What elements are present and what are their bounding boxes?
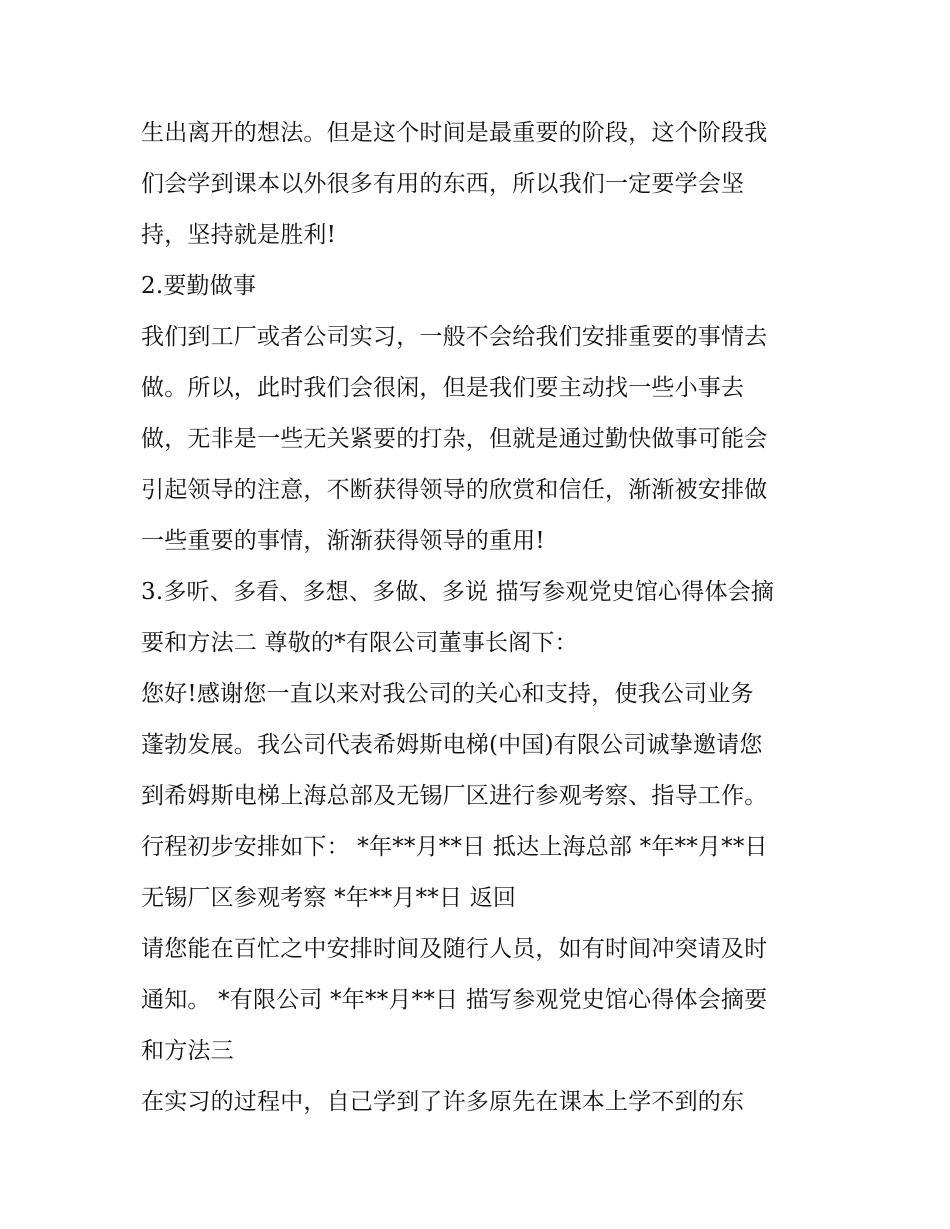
section-heading: 2.要勤做事 (141, 273, 257, 299)
paragraph-line: 要和方法二 尊敬的*有限公司董事长阁下： (141, 630, 578, 656)
paragraph-line: 和方法三 (141, 1038, 234, 1064)
paragraph-line: 蓬勃发展。我公司代表希姆斯电梯(中国)有限公司诚挚邀请您 (141, 732, 763, 758)
section-heading: 3.多听、多看、多想、多做、多说 描写参观党史馆心得体会摘 (141, 579, 775, 605)
paragraph-line: 您好!感谢您一直以来对我公司的关心和支持，使我公司业务 (141, 681, 754, 707)
paragraph-line: 做。所以，此时我们会很闲，但是我们要主动找一些小事去 (141, 375, 745, 401)
paragraph-line: 们会学到课本以外很多有用的东西，所以我们一定要学会坚 (141, 171, 745, 197)
paragraph-line: 做，无非是一些无关紧要的打杂，但就是通过勤快做事可能会 (141, 426, 768, 452)
paragraph-line: 在实习的过程中，自己学到了许多原先在课本上学不到的东 (141, 1089, 745, 1115)
document-body (141, 108, 821, 1128)
paragraph-line: 生出离开的想法。但是这个时间是最重要的阶段，这个阶段我 (141, 120, 768, 146)
paragraph-line: 持，坚持就是胜利! (141, 222, 337, 248)
paragraph-line: 通知。 *有限公司 *年**月**日 描写参观党史馆心得体会摘要 (141, 987, 768, 1013)
paragraph-line: 请您能在百忙之中安排时间及随行人员，如有时间冲突请及时 (141, 936, 768, 962)
paragraph-line: 到希姆斯电梯上海总部及无锡厂区进行参观考察、指导工作。 (141, 783, 768, 809)
paragraph-line: 我们到工厂或者公司实习，一般不会给我们安排重要的事情去 (141, 324, 768, 350)
paragraph-line: 行程初步安排如下： *年**月**日 抵达上海总部 *年**月**日 (141, 834, 768, 860)
paragraph-line: 无锡厂区参观考察 *年**月**日 返回 (141, 885, 517, 911)
paragraph-line: 引起领导的注意，不断获得领导的欣赏和信任，渐渐被安排做 (141, 477, 768, 503)
paragraph-line: 一些重要的事情，渐渐获得领导的重用! (141, 528, 545, 554)
